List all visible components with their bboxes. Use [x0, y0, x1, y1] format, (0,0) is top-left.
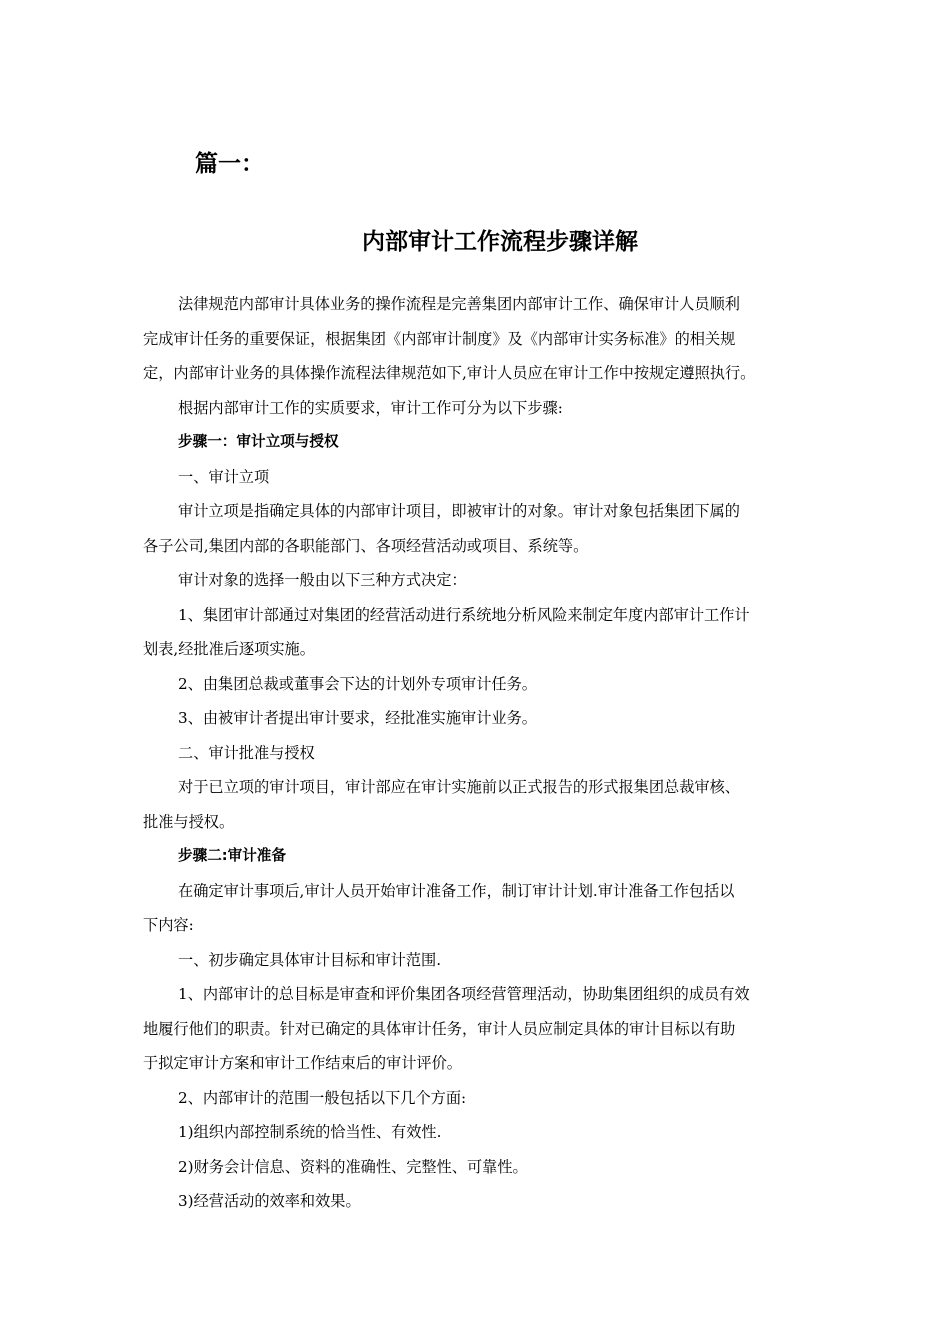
paragraph-line: 根据内部审计工作的实质要求，审计工作可分为以下步骤: — [178, 398, 563, 417]
paragraph-line: 3、由被审计者提出审计要求，经批准实施审计业务。 — [178, 709, 537, 727]
paragraph-line: 2)财务会计信息、资料的准确性、完整性、可靠性。 — [178, 1157, 528, 1176]
paragraph-line: 审计对象的选择一般由以下三种方式决定： — [178, 571, 467, 589]
paragraph-line: 1)组织内部控制系统的恰当性、有效性. — [178, 1123, 442, 1141]
paragraph-line: 对于已立项的审计项目，审计部应在审计实施前以正式报告的形式报集团总裁审核、 — [178, 778, 740, 796]
paragraph-line: 一、审计立项 — [178, 467, 270, 486]
paragraph-line: 下内容: — [143, 916, 194, 934]
paragraph-line: 定，内部审计业务的具体操作流程法律规范如下,审计人员应在审计工作中按规定遵照执行。 — [143, 364, 756, 382]
paragraph-line: 1、内部审计的总目标是审查和评价集团各项经营管理活动，协助集团组织的成员有效 — [178, 985, 750, 1003]
step-heading: 步骤一：审计立项与授权 — [178, 433, 339, 450]
paragraph-line: 批准与授权。 — [143, 812, 235, 831]
paragraph-line: 审计立项是指确定具体的内部审计项目，即被审计的对象。审计对象包括集团下属的 — [178, 502, 740, 520]
paragraph-line: 地履行他们的职责。针对已确定的具体审计任务，审计人员应制定具体的审计目标以有助 — [143, 1019, 736, 1038]
paragraph-line: 法律规范内部审计具体业务的操作流程是完善集团内部审计工作、确保审计人员顺利 — [178, 295, 740, 313]
paragraph-line: 2、由集团总裁或董事会下达的计划外专项审计任务。 — [178, 674, 537, 693]
paragraph-line: 3)经营活动的效率和效果。 — [178, 1192, 361, 1210]
paragraph-line: 完成审计任务的重要保证，根据集团《内部审计制度》及《内部审计实务标准》的相关规 — [143, 329, 736, 348]
step-heading: 步骤二:审计准备 — [178, 847, 286, 864]
document-title: 内部审计工作流程步骤详解 — [362, 229, 638, 255]
paragraph-line: 划表,经批准后逐项实施。 — [143, 640, 315, 658]
paragraph-line: 2、内部审计的范围一般包括以下几个方面: — [178, 1088, 467, 1107]
paragraph-line: 一、初步确定具体审计目标和审计范围. — [178, 950, 442, 969]
paragraph-line: 于拟定审计方案和审计工作结束后的审计评价。 — [143, 1054, 462, 1072]
document-body — [143, 287, 823, 1219]
section-heading: 篇一： — [195, 151, 264, 177]
paragraph-line: 1、集团审计部通过对集团的经营活动进行系统地分析风险来制定年度内部审计工作计 — [178, 605, 750, 624]
paragraph-line: 在确定审计事项后,审计人员开始审计准备工作，制订审计计划.审计准备工作包括以 — [178, 881, 735, 900]
paragraph-line: 各子公司,集团内部的各职能部门、各项经营活动或项目、系统等。 — [143, 536, 589, 555]
paragraph-line: 二、审计批准与授权 — [178, 743, 315, 762]
